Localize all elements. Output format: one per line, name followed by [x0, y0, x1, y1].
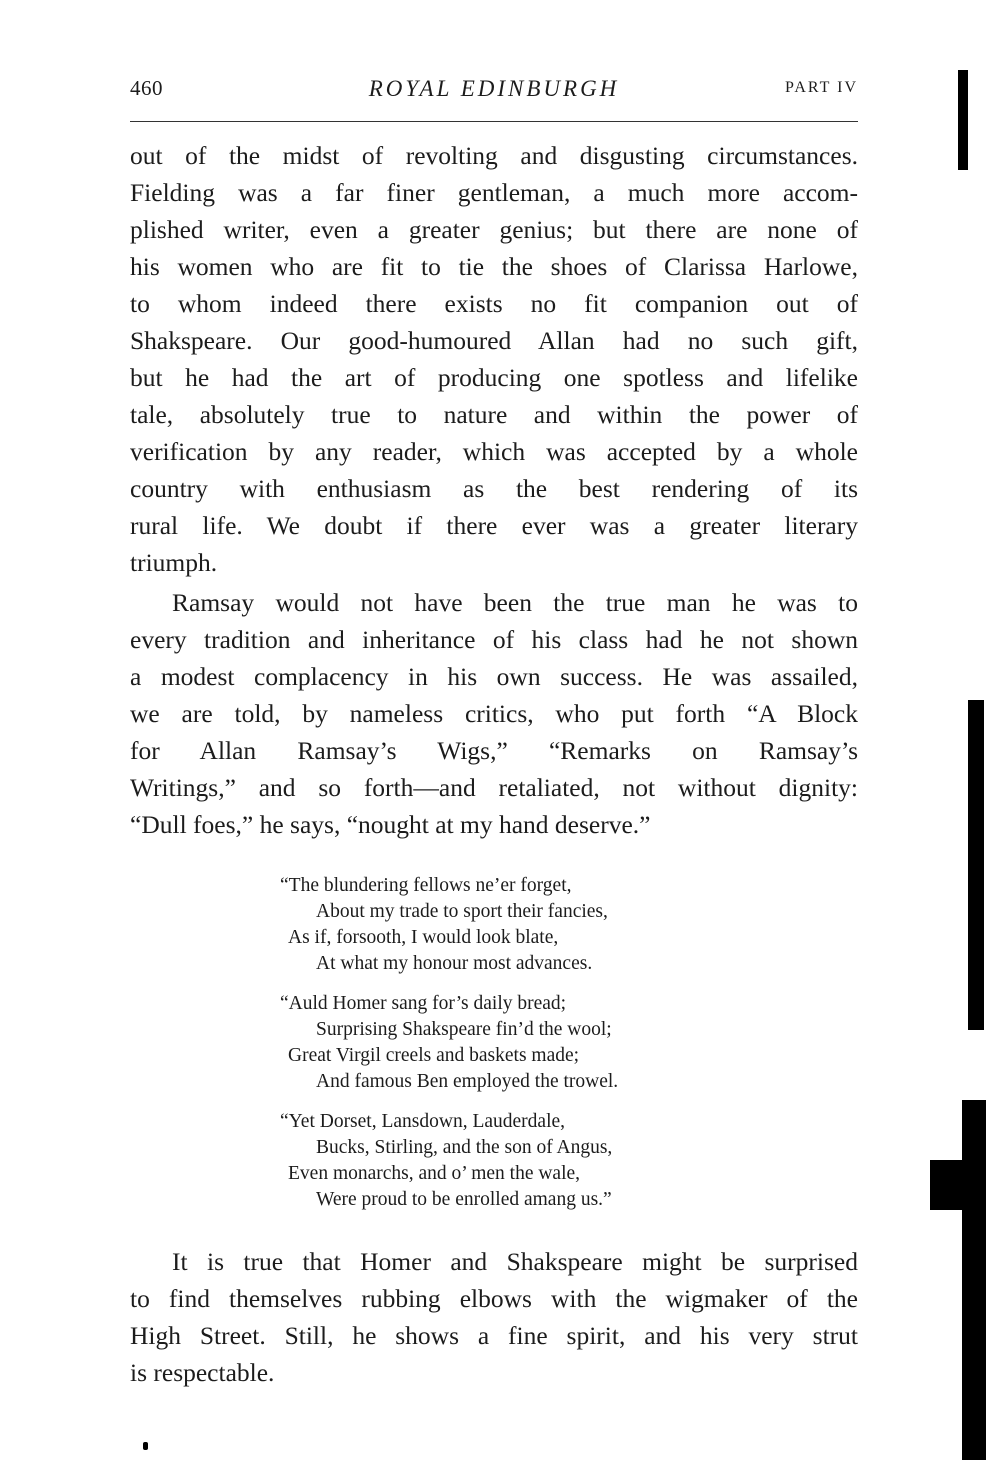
paragraph-2 [130, 584, 858, 843]
text-line: we are told, by nameless critics, who put forth “A Block [130, 699, 858, 728]
running-title: ROYAL EDINBURGH [368, 76, 620, 101]
header-rule [130, 121, 858, 122]
verse-line: Even monarchs, and o’ men the wale, [288, 1163, 581, 1184]
text-line: verification by any reader, which was accepted by a whole [130, 437, 858, 466]
verse-line: Bucks, Stirling, and the son of Angus, [316, 1137, 613, 1158]
verse-line: Great Virgil creels and baskets made; [288, 1045, 580, 1066]
verse-quotation [280, 873, 808, 1227]
text-line: Shakspeare. Our good-humoured Allan had no such gift, [130, 326, 858, 355]
part-label: PART IV [784, 79, 858, 96]
verse-line: Surprising Shakspeare fin’d the wool; [316, 1019, 612, 1040]
text-line: for Allan Ramsay’s Wigs,” “Remarks on Ramsay’s [130, 736, 858, 765]
stanza [280, 1109, 808, 1213]
verse-line: And famous Ben employed the trowel. [316, 1071, 619, 1092]
verse-line: “Auld Homer sang for’s daily bread; [280, 993, 567, 1014]
text-line: but he had the art of producing one spotless and lifelike [130, 363, 858, 392]
scan-edge-shadow [968, 700, 984, 1030]
text-line: is respectable. [130, 1358, 275, 1387]
text-line: Ramsay would not have been the true man he was to [172, 588, 858, 617]
paragraph-1 [130, 137, 858, 581]
verse-line: As if, forsooth, I would look blate, [288, 927, 559, 948]
text-line: tale, absolutely true to nature and within the power of [130, 400, 858, 429]
text-line: rural life. We doubt if there ever was a greater literary [130, 511, 858, 540]
text-line: Writings,” and so forth—and retaliated, not without dignity: [130, 773, 858, 802]
text-line: his women who are fit to tie the shoes of Clarissa Harlowe, [130, 252, 858, 281]
text-line: to find themselves rubbing elbows with the wigmaker of the [130, 1284, 858, 1313]
stanza [280, 991, 808, 1095]
scan-speck [143, 1442, 148, 1450]
verse-line: “Yet Dorset, Lansdown, Lauderdale, [280, 1111, 566, 1132]
verse-line: “The blundering fellows ne’er forget, [280, 875, 572, 896]
text-line: It is true that Homer and Shakspeare might be surprised [172, 1247, 858, 1276]
text-line: out of the midst of revolting and disgusting circumstances. [130, 141, 858, 170]
verse-line: Were proud to be enrolled amang us.” [316, 1189, 612, 1210]
text-line: country with enthusiasm as the best rendering of its [130, 474, 858, 503]
text-line: every tradition and inheritance of his class had he not shown [130, 625, 858, 654]
text-line: Fielding was a far finer gentleman, a much more accom- [130, 178, 858, 207]
verse-line: At what my honour most advances. [316, 953, 593, 974]
stanza [280, 873, 808, 977]
text-line: plished writer, even a greater genius; but there are none of [130, 215, 858, 244]
running-header [130, 76, 858, 106]
scan-edge-shadow [962, 1100, 986, 1460]
text-line: “Dull foes,” he says, “nought at my hand deserve.” [130, 810, 651, 839]
text-line: to whom indeed there exists no fit companion out of [130, 289, 858, 318]
text-line: a modest complacency in his own success. He was assailed, [130, 662, 858, 691]
text-line: High Street. Still, he shows a fine spirit, and his very strut [130, 1321, 858, 1350]
verse-line: About my trade to sport their fancies, [316, 901, 608, 922]
scan-edge-shadow [958, 70, 968, 170]
page-number: 460 [130, 76, 163, 100]
text-line: triumph. [130, 548, 218, 577]
paragraph-3 [130, 1243, 858, 1391]
